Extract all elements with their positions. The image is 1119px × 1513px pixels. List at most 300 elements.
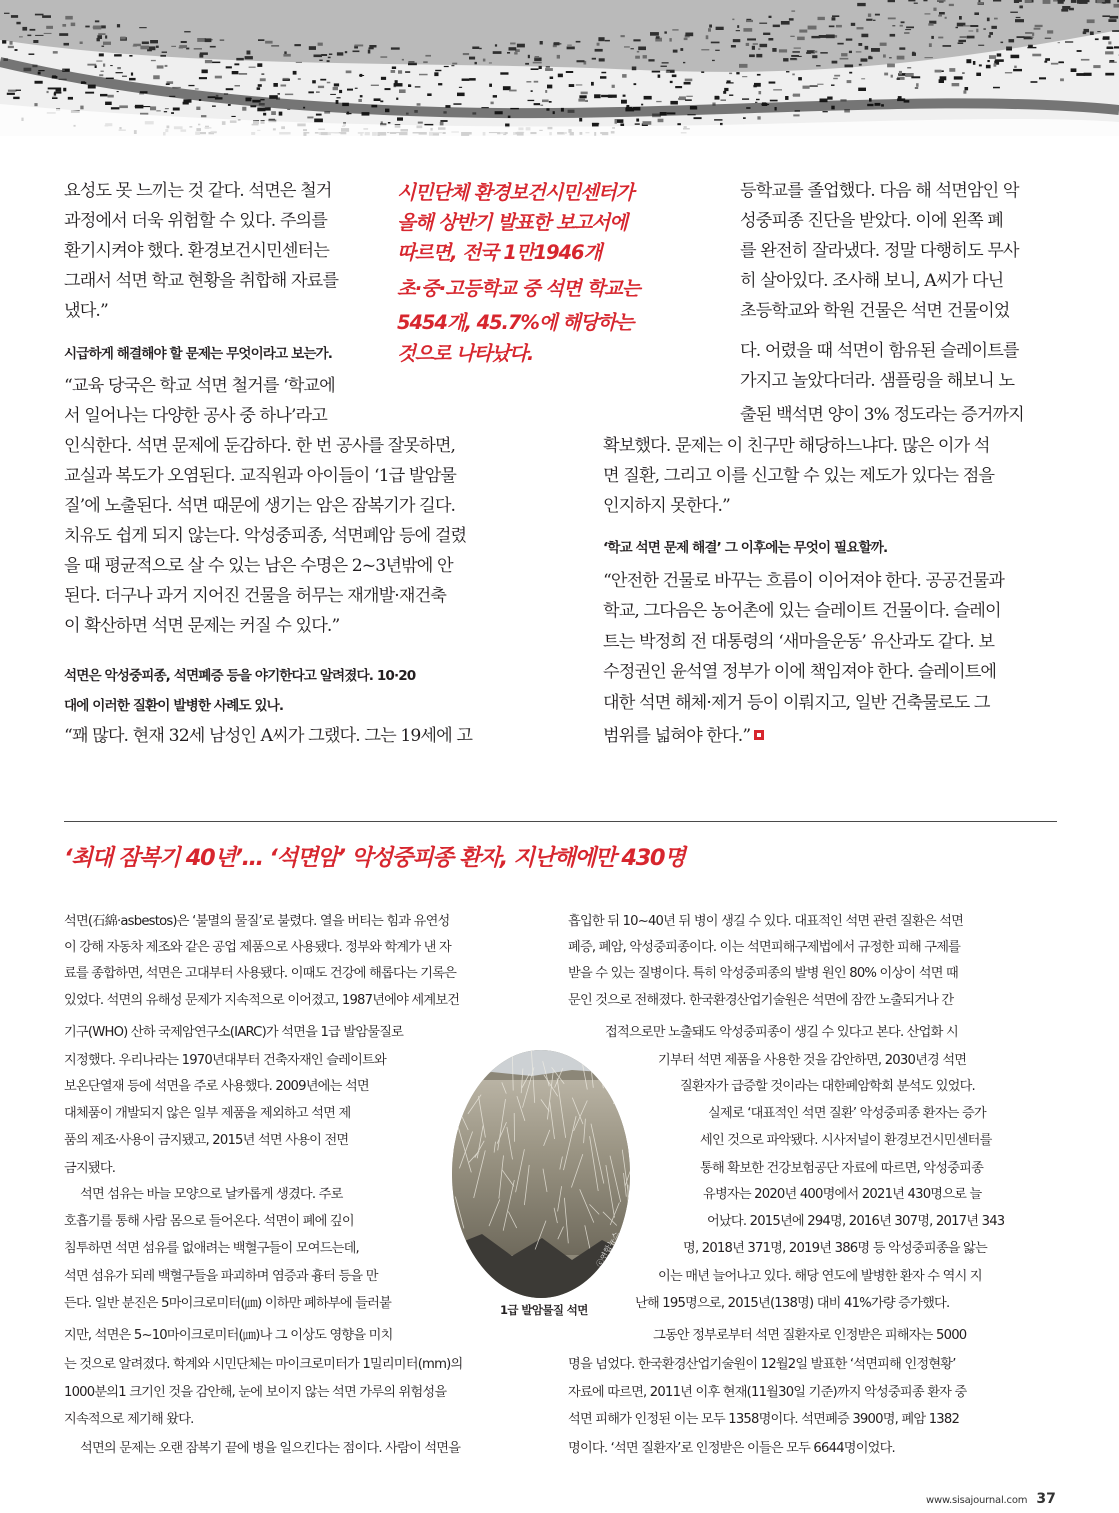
interview-question: 시급하게 해결해야 할 문제는 무엇이라고 보는가.	[64, 346, 333, 362]
banner-speckle-mark	[273, 83, 278, 87]
banner-speckle-mark	[742, 76, 747, 77]
banner-speckle-mark	[685, 99, 692, 101]
banner-speckle-mark	[601, 72, 606, 74]
banner-speckle-mark	[962, 73, 965, 74]
banner-speckle-mark	[285, 94, 293, 96]
banner-speckle-mark	[1071, 68, 1077, 72]
sidebar-line: 통해 확보한 건강보험공단 자료에 따르면, 악성중피종	[700, 1161, 984, 1176]
banner-speckle-mark	[636, 119, 639, 122]
banner-speckle-mark	[724, 88, 728, 91]
banner-speckle-mark	[1107, 47, 1113, 49]
banner-speckle-mark	[803, 86, 810, 89]
banner-speckle-mark	[312, 80, 316, 83]
banner-speckle-mark	[444, 66, 449, 67]
banner-speckle-mark	[374, 98, 381, 101]
banner-speckle-mark	[675, 86, 682, 88]
banner-speckle-mark	[151, 60, 156, 61]
banner-speckle-mark	[99, 53, 104, 56]
banner-speckle-mark	[915, 87, 918, 88]
banner-speckle-mark	[16, 90, 21, 91]
banner-speckle-mark	[963, 90, 966, 93]
banner-speckle-mark	[424, 124, 433, 126]
banner-speckle-mark	[489, 84, 492, 87]
banner-speckle-mark	[320, 79, 326, 81]
banner-speckle-mark	[810, 85, 818, 86]
banner-speckle-mark	[547, 85, 552, 89]
asbestos-fiber-mark	[624, 1050, 630, 1081]
banner-speckle-mark	[111, 107, 120, 109]
banner-speckle-mark	[173, 108, 180, 111]
banner-speckle-mark	[129, 55, 132, 57]
banner-speckle-mark	[742, 98, 749, 99]
banner-speckle-mark	[226, 66, 232, 68]
body-line: 서 일어나는 다양한 공사 중 하나’라고	[64, 406, 327, 426]
banner-speckle-mark	[652, 71, 660, 73]
banner-speckle-mark	[434, 72, 438, 76]
asbestos-fiber-mark	[453, 1082, 462, 1108]
banner-speckle-mark	[965, 87, 969, 90]
banner-speckle-mark	[1108, 41, 1111, 44]
banner-speckle-mark	[793, 95, 795, 96]
sidebar-line: 있었다. 석면의 유해성 문제가 지속적으로 이어졌고, 1987년에야 세계보건	[64, 993, 460, 1008]
banner-speckle-mark	[823, 111, 828, 112]
pull-quote-line: 5454개, 45.7%에 해당하는	[397, 311, 634, 334]
banner-speckle-mark	[542, 100, 549, 103]
banner-speckle-mark	[757, 74, 761, 76]
banner-speckle-mark	[566, 71, 573, 73]
banner-speckle-mark	[408, 84, 411, 86]
banner-speckle-mark	[670, 101, 678, 105]
pull-quote-line: 초·중·고등학교 중 석면 학교는	[397, 277, 640, 300]
banner-speckle-mark	[911, 76, 920, 78]
banner-speckle-mark	[234, 63, 239, 65]
banner-speckle-mark	[891, 75, 893, 78]
body-line: 면 질환, 그리고 이를 신고할 수 있는 제도가 있다는 점을	[603, 466, 995, 486]
banner-speckle-mark	[440, 120, 447, 122]
sidebar-line: 침투하면 석면 섬유를 없애려는 백혈구들이 모여드는데,	[64, 1241, 359, 1256]
banner-speckle-mark	[759, 91, 762, 94]
sidebar-headline: ‘최대 잠복기 40년’… ‘석면암’ 악성중피종 환자, 지난해에만 430명	[64, 845, 685, 871]
banner-speckle-mark	[334, 83, 339, 86]
sidebar-line: 질환자가 급증할 것이라는 대한폐암학회 분석도 있었다.	[680, 1079, 975, 1094]
banner-speckle-mark	[13, 97, 19, 99]
banner-speckle-mark	[528, 100, 535, 101]
banner-speckle-mark	[591, 82, 594, 86]
banner-speckle-mark	[47, 91, 49, 93]
banner-speckle-mark	[666, 71, 670, 73]
banner-speckle-mark	[249, 67, 256, 68]
sidebar-line: 품의 제조·사용이 금지됐고, 2015년 석면 사용이 전면	[64, 1133, 349, 1148]
banner-speckle-mark	[643, 121, 652, 125]
banner-speckle-mark	[117, 67, 121, 69]
banner-speckle-mark	[131, 73, 133, 76]
banner-speckle-mark	[417, 103, 421, 106]
banner-speckle-mark	[440, 122, 444, 126]
body-line: 성중피종 진단을 받았다. 이에 왼쪽 폐	[740, 211, 1003, 231]
banner-speckle-mark	[360, 95, 363, 97]
sidebar-line: 석면 섬유가 되레 백혈구들을 파괴하며 염증과 흉터 등을 만	[64, 1269, 378, 1284]
banner-speckle-mark	[260, 78, 266, 81]
banner-speckle-mark	[1114, 46, 1119, 48]
body-line: 를 완전히 잘라냈다. 정말 다행히도 무사	[740, 241, 1019, 261]
banner-speckle-mark	[257, 87, 261, 90]
body-line: 요성도 못 느끼는 것 같다. 석면은 철거	[64, 181, 332, 201]
banner-speckle-mark	[398, 70, 402, 73]
banner-speckle-mark	[727, 80, 731, 83]
sidebar-line: 명을 넘었다. 한국환경산업기술원이 12월2일 발표한 ‘석면피해 인정현황’	[568, 1357, 956, 1372]
banner-speckle-mark	[1013, 69, 1022, 71]
banner-speckle-mark	[462, 79, 470, 81]
banner-speckle-mark	[576, 84, 583, 85]
banner-speckle-mark	[1031, 81, 1038, 83]
banner-speckle-mark	[526, 81, 531, 82]
banner-speckle-mark	[686, 96, 693, 97]
banner-speckle-mark	[531, 68, 539, 70]
banner-speckle-mark	[635, 123, 640, 124]
banner-speckle-mark	[952, 83, 960, 86]
banner-speckle-mark	[415, 86, 421, 87]
banner-speckle-mark	[394, 83, 403, 86]
banner-speckle-mark	[381, 77, 386, 80]
banner-speckle-mark	[581, 92, 588, 95]
banner-speckle-mark	[641, 104, 643, 106]
banner-speckle-mark	[907, 67, 911, 69]
banner-speckle-mark	[1105, 51, 1113, 54]
banner-speckle-mark	[833, 78, 838, 79]
banner-speckle-mark	[108, 95, 114, 98]
banner-speckle-mark	[509, 90, 516, 92]
banner-speckle-mark	[1027, 47, 1036, 48]
banner-speckle-mark	[271, 111, 276, 115]
banner-speckle-mark	[405, 71, 410, 73]
body-line: “꽤 많다. 현재 32세 남성인 A씨가 그랬다. 그는 19세에 고	[64, 726, 473, 746]
sidebar-line: 명, 2018년 371명, 2019년 386명 등 악성중피종을 앓는	[683, 1241, 987, 1256]
banner-speckle-mark	[905, 74, 908, 76]
banner-speckle-mark	[316, 91, 320, 93]
banner-speckle-mark	[196, 107, 200, 110]
body-line: 출된 백석면 양이 3% 정도라는 증거까지	[740, 405, 1024, 425]
banner-speckle-mark	[827, 97, 832, 100]
sidebar-line: 대체품이 개발되지 않은 일부 제품을 제외하고 석면 제	[64, 1106, 351, 1121]
banner-speckle-mark	[729, 73, 732, 75]
sidebar-line: 석면 피해가 인정된 이는 모두 1358명이다. 석면폐증 3900명, 폐암 1382	[568, 1412, 960, 1427]
banner-speckle-mark	[122, 76, 127, 77]
banner-speckle-mark	[316, 114, 322, 116]
banner-speckle-mark	[52, 97, 56, 98]
sidebar-line: 든다. 일반 분진은 5마이크로미터(㎛) 이하만 폐하부에 들러붙	[64, 1296, 392, 1311]
body-line: 된다. 더구나 과거 지어진 건물을 허무는 재개발·재건축	[64, 586, 446, 606]
sidebar-line: 기부터 석면 제품을 사용한 것을 감안하면, 2030년경 석면	[658, 1053, 967, 1068]
banner-speckle-mark	[792, 74, 795, 76]
banner-speckle-mark	[157, 65, 164, 68]
banner-speckle-mark	[231, 116, 235, 117]
banner-speckle-mark	[201, 115, 206, 117]
banner-speckle-mark	[8, 90, 17, 92]
banner-speckle-mark	[355, 88, 358, 89]
sidebar-line: 석면(石綿·asbestos)은 ‘불멸의 물질’로 불렸다. 열을 버티는 힘과 유연성	[64, 914, 450, 929]
banner-speckle-mark	[279, 112, 283, 116]
banner-speckle-mark	[1044, 61, 1047, 63]
banner-speckle-mark	[770, 100, 778, 102]
banner-speckle-mark	[15, 49, 18, 51]
interview-question: 석면은 악성중피종, 석면폐증 등을 야기한다고 알려졌다. 10·20	[64, 668, 416, 684]
body-line: 과정에서 더욱 위험할 수 있다. 주의를	[64, 211, 327, 231]
banner-speckle-mark	[105, 102, 112, 105]
banner-speckle-mark	[453, 103, 461, 105]
banner-speckle-mark	[371, 85, 379, 86]
banner-speckle-mark	[1076, 73, 1084, 76]
banner-speckle-mark	[757, 116, 760, 119]
banner-speckle-mark	[212, 106, 216, 107]
banner-speckle-mark	[165, 108, 169, 109]
banner-speckle-mark	[1105, 73, 1114, 76]
banner-speckle-mark	[53, 51, 58, 54]
page-number: 37	[1036, 1491, 1056, 1507]
sidebar-line: 그동안 정부로부터 석면 질환자로 인정받은 피해자는 5000	[653, 1328, 967, 1343]
banner-speckle-mark	[849, 72, 852, 74]
banner-speckle-mark	[314, 119, 323, 123]
banner-speckle-mark	[261, 74, 264, 75]
banner-speckle-mark	[283, 78, 289, 80]
banner-speckle-mark	[531, 90, 533, 92]
banner-speckle-mark	[239, 73, 247, 75]
banner-speckle-mark	[258, 84, 262, 87]
banner-speckle-mark	[1060, 78, 1064, 81]
banner-speckle-mark	[153, 75, 160, 79]
banner-speckle-mark	[135, 106, 139, 108]
banner-speckle-mark	[29, 54, 35, 55]
banner-speckle-mark	[142, 106, 150, 107]
banner-speckle-mark	[558, 74, 563, 78]
body-line: 냈다.”	[64, 301, 108, 321]
banner-speckle-mark	[281, 85, 287, 87]
sidebar-line: 지속적으로 제기해 왔다.	[64, 1412, 194, 1427]
banner-speckle-mark	[438, 83, 442, 85]
banner-speckle-mark	[1039, 77, 1046, 79]
banner-speckle-mark	[793, 114, 799, 116]
banner-speckle-mark	[435, 70, 441, 71]
banner-speckle-mark	[347, 89, 353, 91]
banner-speckle-mark	[35, 81, 43, 84]
banner-speckle-mark	[419, 74, 428, 76]
banner-speckle-mark	[549, 101, 552, 103]
banner-speckle-mark	[330, 94, 336, 95]
body-line: “안전한 건물로 바꾸는 흐름이 이어져야 한다. 공공건물과	[603, 571, 1005, 591]
banner-speckle-mark	[545, 90, 547, 93]
banner-speckle-mark	[257, 108, 265, 112]
banner-speckle-mark	[56, 88, 62, 92]
banner-speckle-mark	[997, 53, 1002, 56]
banner-speckle-mark	[427, 93, 431, 96]
banner-speckle-mark	[68, 97, 73, 100]
banner-speckle-mark	[1014, 66, 1017, 68]
banner-speckle-mark	[721, 99, 727, 101]
banner-speckle-mark	[333, 87, 338, 90]
banner-speckle-mark	[87, 64, 96, 66]
banner-speckle-mark	[817, 84, 823, 85]
sidebar-line: 접적으로만 노출돼도 악성중피종이 생길 수 있다고 본다. 산업화 시	[605, 1025, 958, 1040]
body-line: 확보했다. 문제는 이 친구만 해당하느냐다. 많은 이가 석	[603, 436, 990, 456]
banner-speckle-mark	[540, 105, 543, 106]
body-line: 트는 박정희 전 대통령의 ‘새마을운동’ 유산과도 같다. 보	[603, 632, 995, 652]
banner-speckle-mark	[729, 95, 733, 96]
banner-speckle-mark	[755, 102, 757, 103]
banner-speckle-mark	[451, 65, 454, 66]
banner-speckle-mark	[897, 78, 900, 79]
sidebar-line: 자료에 따르면, 2011년 이후 현재(11월30일 기준)까지 악성중피종 환자 중	[568, 1385, 967, 1400]
banner-speckle-mark	[1084, 73, 1092, 76]
banner-speckle-mark	[116, 72, 123, 73]
banner-speckle-mark	[171, 112, 174, 114]
banner-speckle-mark	[899, 71, 902, 75]
sidebar-line: 어났다. 2015년에 294명, 2016년 307명, 2017년 343	[707, 1214, 1005, 1229]
banner-speckle-mark	[360, 74, 363, 77]
banner-speckle-mark	[202, 70, 208, 74]
banner-speckle-mark	[736, 72, 739, 74]
banner-speckle-mark	[205, 60, 212, 63]
banner-speckle-mark	[392, 67, 396, 70]
banner-speckle-mark	[993, 87, 1000, 89]
banner-speckle-mark	[1058, 62, 1064, 64]
banner-speckle-mark	[199, 77, 207, 79]
banner-speckle-mark	[714, 119, 722, 120]
banner-speckle-mark	[935, 70, 942, 73]
banner-speckle-mark	[117, 91, 119, 92]
sidebar-line: 는 것으로 알려졌다. 학계와 시민단체는 마이크로미터가 1밀리미터(mm)의	[64, 1357, 463, 1372]
banner-speckle-mark	[670, 81, 673, 83]
banner-speckle-mark	[672, 75, 677, 78]
sidebar-line: 받을 수 있는 질병이다. 특히 악성중피종의 발병 원인 80% 이상이 석면 때	[568, 966, 958, 981]
banner-speckle-mark	[48, 88, 57, 90]
banner-speckle-mark	[723, 91, 726, 94]
body-line: 질’에 노출된다. 석면 때문에 생기는 암은 잠복기가 길다.	[64, 496, 456, 516]
sidebar-line: 세인 것으로 파악됐다. 시사저널이 환경보건시민센터를	[700, 1133, 992, 1148]
banner-speckle-mark	[457, 93, 465, 97]
banner-speckle-mark	[954, 76, 963, 79]
banner-speckle-mark	[164, 111, 167, 112]
body-line: 대한 석면 해체·제거 등이 이뤄지고, 일반 건축물로도 그	[603, 693, 990, 713]
banner-speckle-mark	[756, 99, 760, 100]
banner-speckle-mark	[656, 101, 661, 102]
banner-speckle-mark	[80, 106, 83, 110]
asbestos-fiber-mark	[613, 1093, 624, 1106]
banner-speckle-mark	[569, 84, 575, 87]
banner-speckle-mark	[861, 78, 865, 79]
banner-speckle-mark	[1103, 36, 1110, 40]
banner-speckle-mark	[257, 63, 262, 67]
banner-speckle-mark	[987, 60, 989, 62]
banner-speckle-mark	[459, 87, 462, 88]
banner-speckle-mark	[884, 73, 888, 76]
banner-speckle-mark	[8, 46, 14, 48]
banner-speckle-mark	[491, 102, 494, 105]
sidebar-line: 실제로 ‘대표적인 석면 질환’ 악성중피종 환자는 증가	[708, 1106, 986, 1121]
page-footer	[926, 1488, 1056, 1507]
sidebar-line: 흡입한 뒤 10~40년 뒤 병이 생길 수 있다. 대표적인 석면 관련 질환은 석면	[568, 914, 964, 929]
banner-speckle-mark	[114, 54, 122, 56]
sidebar-line: 지만, 석면은 5~10마이크로미터(㎛)나 그 이상도 영향을 미치	[64, 1328, 393, 1343]
banner-speckle-mark	[188, 85, 194, 86]
banner-speckle-mark	[263, 113, 266, 116]
banner-speckle-mark	[1109, 62, 1117, 63]
banner-speckle-mark	[942, 70, 944, 72]
sidebar-line: 보온단열재 등에 석면을 주로 사용했다. 2009년에는 석면	[64, 1079, 369, 1094]
banner-speckle-mark	[798, 77, 802, 80]
sidebar-line: 이는 매년 늘어나고 있다. 해당 연도에 발병한 환자 수 역시 지	[658, 1269, 982, 1284]
banner-speckle-mark	[358, 99, 362, 102]
banner-speckle-mark	[994, 63, 997, 66]
banner-speckle-mark	[235, 85, 241, 87]
banner-speckle-mark	[183, 102, 189, 105]
banner-speckle-mark	[1045, 58, 1050, 61]
body-line: 수정권인 윤석열 정부가 이에 책임져야 한다. 슬레이트에	[603, 662, 997, 682]
banner-speckle-mark	[600, 76, 606, 79]
banner-speckle-mark	[916, 83, 919, 87]
pull-quote-line: 것으로 나타났다.	[397, 342, 534, 365]
banner-speckle-mark	[1093, 65, 1100, 68]
body-line: 이 확산하면 석면 문제는 커질 수 있다.”	[64, 616, 340, 636]
pull-quote-line: 시민단체 환경보건시민센터가	[397, 181, 634, 204]
body-line: 다. 어렸을 때 석면이 함유된 슬레이트를	[740, 341, 1019, 361]
banner-speckle-mark	[677, 123, 681, 125]
banner-speckle-mark	[1051, 63, 1058, 65]
banner-speckle-mark	[608, 96, 612, 98]
banner-speckle-mark	[215, 76, 222, 79]
banner-speckle-mark	[103, 64, 105, 67]
interview-question: ‘학교 석면 문제 해결’ 그 이후에는 무엇이 필요할까.	[603, 540, 888, 556]
banner-speckle-mark	[612, 85, 615, 88]
banner-speckle-mark	[63, 88, 66, 92]
banner-speckle-mark	[385, 88, 391, 90]
banner-speckle-mark	[786, 71, 789, 72]
banner-speckle-mark	[469, 78, 476, 81]
sidebar-line: 금지됐다.	[64, 1161, 116, 1176]
banner-speckle-mark	[265, 107, 271, 110]
banner-speckle-mark	[831, 85, 835, 86]
section-divider	[64, 821, 1057, 822]
sidebar-line: 문인 것으로 전해졌다. 한국환경산업기술원은 석면에 잠깐 노출되거나 간	[568, 993, 954, 1008]
banner-speckle-mark	[658, 119, 664, 123]
banner-speckle-mark	[99, 74, 103, 76]
banner-speckle-mark	[242, 107, 246, 111]
banner-speckle-mark	[579, 95, 586, 98]
footer-url: www.sisajournal.com	[926, 1495, 1028, 1506]
banner-speckle-mark	[397, 117, 403, 120]
sidebar-line: 지정했다. 우리나라는 1970년대부터 건축자재인 슬레이트와	[64, 1053, 386, 1068]
photo-credit: ⓒ연합뉴스	[594, 1230, 622, 1269]
banner-speckle-mark	[500, 72, 508, 74]
banner-speckle-mark	[834, 75, 840, 77]
banner-speckle-mark	[129, 78, 136, 81]
banner-speckle-mark	[769, 82, 776, 84]
banner-speckle-mark	[195, 88, 199, 89]
sidebar-line: 유병자는 2020년 400명에서 2021년 430명으로 늘	[703, 1187, 982, 1202]
banner-speckle-mark	[644, 96, 652, 100]
body-line: 등학교를 졸업했다. 다음 해 석면암인 악	[740, 181, 1019, 201]
banner-speckle-mark	[1077, 50, 1082, 52]
banner-speckle-mark	[327, 82, 331, 84]
body-line: 치유도 쉽게 되지 않는다. 악성중피종, 석면폐암 등에 걸렸	[64, 526, 467, 546]
banner-speckle-mark	[1032, 54, 1041, 57]
pull-quote-line: 올해 상반기 발표한 보고서에	[397, 211, 627, 234]
banner-speckle-mark	[550, 77, 554, 80]
banner-speckle-mark	[110, 65, 113, 66]
banner-speckle-mark	[986, 65, 991, 69]
banner-speckle-mark	[85, 92, 94, 94]
banner-speckle-mark	[847, 80, 852, 83]
banner-speckle-mark	[212, 62, 220, 64]
banner-speckle-mark	[396, 98, 398, 100]
